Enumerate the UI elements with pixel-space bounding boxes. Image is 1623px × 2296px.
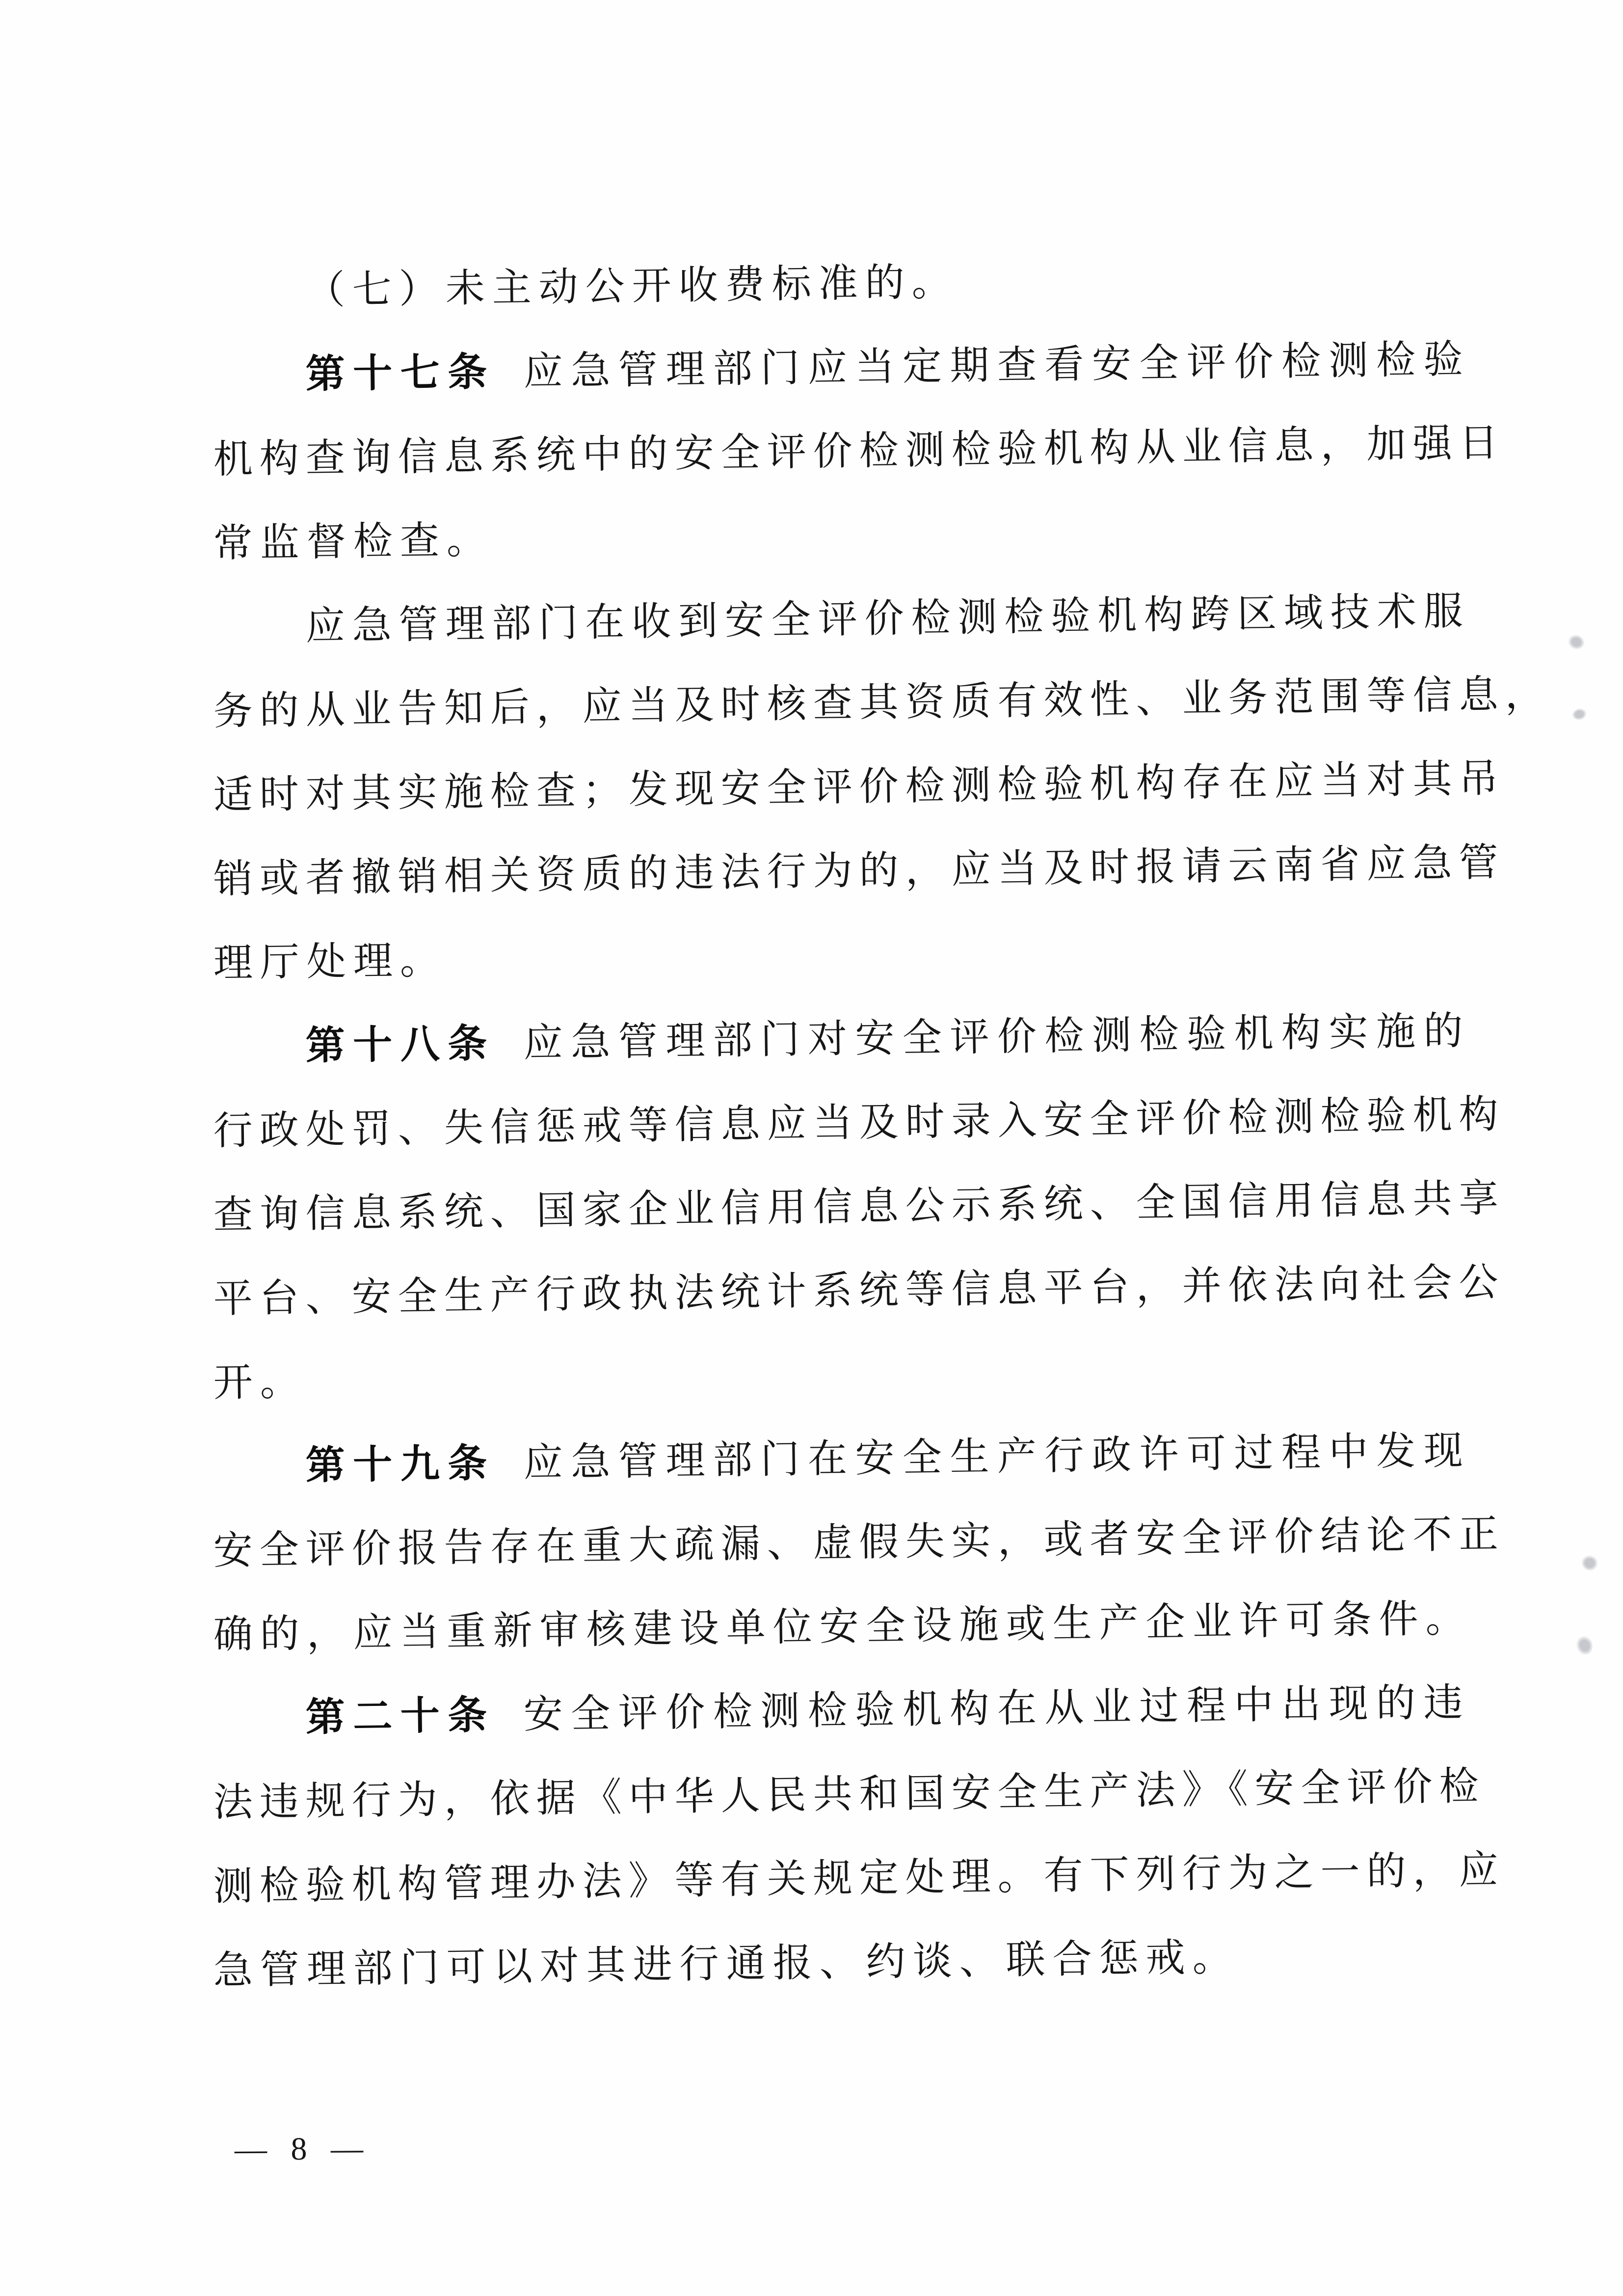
text-line — [213, 821, 1506, 921]
line-text: 开。 — [213, 1360, 307, 1405]
document-body — [213, 250, 1552, 2013]
line-text: 应急管理部门应当定期查看安全评价检测检验 — [523, 338, 1470, 394]
scan-artifact — [1573, 1633, 1596, 1657]
text-line — [213, 234, 1470, 334]
line-text: 查询信息系统、国家企业信用信息公示系统、全国信用信息共享 — [213, 1177, 1506, 1237]
line-text: 应急管理部门在安全生产行政许可过程中发现 — [523, 1429, 1470, 1485]
article-number: 第十七条 — [305, 351, 496, 397]
line-text: 确的，应当重新审核建设单位安全设施或生产企业许可条件。 — [213, 1597, 1473, 1657]
text-line — [213, 318, 1470, 418]
line-text: 平台、安全生产行政执法统计系统等信息平台，并依法向社会公 — [213, 1261, 1506, 1321]
line-text: 测检验机构管理办法》等有关规定处理。有下列行为之一的，应 — [213, 1848, 1506, 1909]
line-text: 安全评价检测检验机构在从业过程中出现的违 — [523, 1681, 1470, 1737]
text-line — [213, 1493, 1506, 1593]
text-line — [213, 402, 1506, 502]
line-text: 应急管理部门在收到安全评价检测检验机构跨区域技术服 — [305, 590, 1470, 648]
text-line — [213, 653, 1552, 754]
line-text: 适时对其实施检查；发现安全评价检测检验机构存在应当对其吊 — [213, 757, 1506, 817]
page-number: — 8 — — [234, 2131, 372, 2167]
text-line — [213, 1157, 1506, 1257]
line-text: 理厅处理。 — [213, 939, 447, 985]
text-line — [213, 1241, 1506, 1341]
text-line — [213, 486, 1470, 586]
line-text: 机构查询信息系统中的安全评价检测检验机构从业信息，加强日 — [213, 421, 1506, 482]
text-line — [213, 1577, 1473, 1677]
line-text: 常监督检查。 — [213, 518, 494, 566]
text-line — [213, 989, 1470, 1089]
line-text: 应急管理部门对安全评价检测检验机构实施的 — [523, 1009, 1470, 1065]
text-line — [213, 1073, 1506, 1173]
text-line — [213, 905, 1470, 1005]
article-number: 第十九条 — [305, 1442, 496, 1488]
text-line — [213, 1661, 1470, 1761]
text-line — [213, 569, 1470, 670]
line-text: 安全评价报告存在重大疏漏、虚假失实，或者安全评价结论不正 — [213, 1513, 1506, 1573]
line-text: 行政处罚、失信惩戒等信息应当及时录入安全评价检测检验机构 — [213, 1093, 1506, 1153]
line-text: 法违规行为，依据《中华人民共和国安全生产法》《安全评价检 — [213, 1765, 1486, 1825]
line-text: （七）未主动公开收费标准的。 — [305, 261, 959, 313]
line-text: 务的从业告知后，应当及时核查其资质有效性、业务范围等信息， — [213, 673, 1552, 733]
article-number: 第十八条 — [305, 1022, 496, 1068]
scan-artifact — [1580, 1554, 1599, 1572]
text-line — [213, 737, 1506, 837]
text-line — [213, 1913, 1470, 2013]
text-line — [213, 1829, 1506, 1929]
article-number: 第二十条 — [305, 1694, 496, 1740]
line-text: 急管理部门可以对其进行通报、约谈、联合惩戒。 — [213, 1936, 1240, 1993]
text-line — [213, 1745, 1486, 1845]
scan-artifact — [1566, 632, 1587, 651]
scan-artifact — [1571, 707, 1588, 722]
text-line — [213, 1409, 1470, 1509]
text-line — [213, 1325, 1470, 1425]
line-text: 销或者撤销相关资质的违法行为的，应当及时报请云南省应急管 — [213, 841, 1506, 901]
